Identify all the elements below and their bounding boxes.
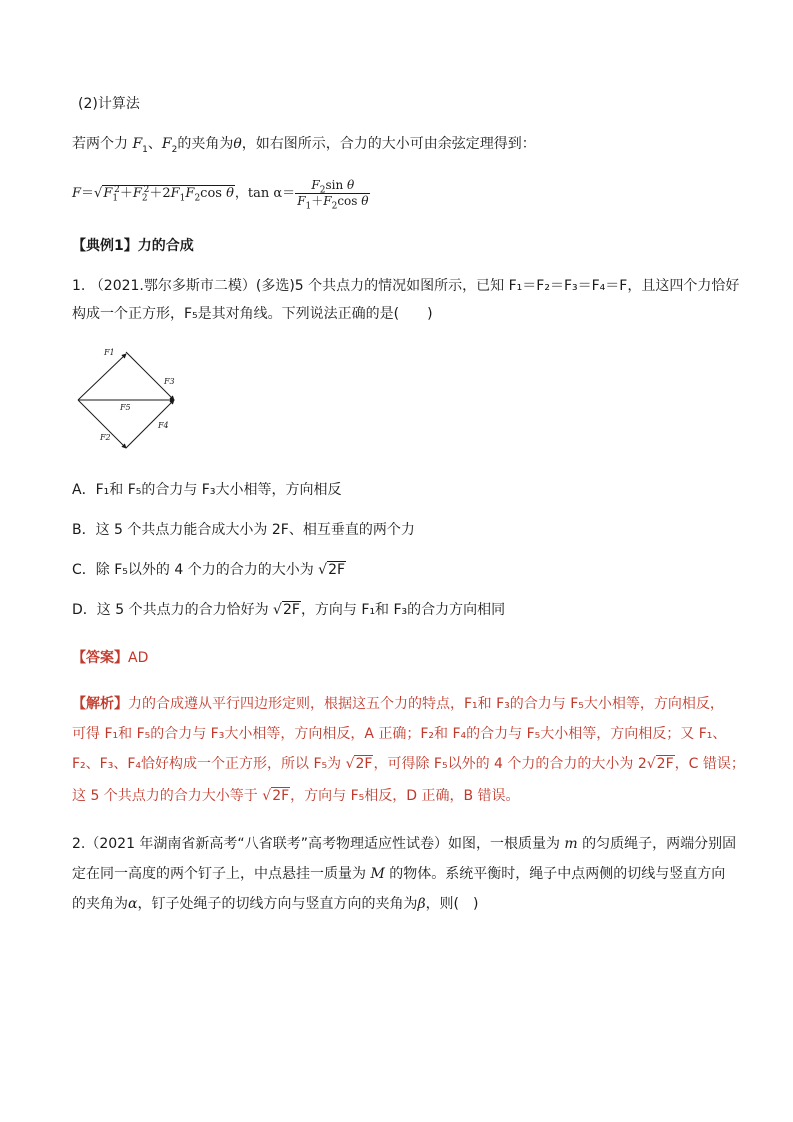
analysis-line3: F₂、F₃、F₄恰好构成一个正方形，所以 F₅为 √2F，可得除 F₅以外的 4 个力的合力的大小为 2√2F，C 错误； [72, 756, 745, 772]
label-f1: F1 [104, 348, 115, 357]
force-square-diagram [70, 340, 186, 458]
label-f3: F3 [164, 377, 175, 386]
force-arrow-f3 [126, 352, 174, 400]
label-f4: F4 [158, 421, 169, 430]
option-d: D．这 5 个共点力的合力恰好为 √2F，方向与 F₁和 F₃的合力方向相同 [72, 602, 506, 618]
q1-stem-line1: 1. （2021.鄂尔多斯市二模）(多选)5 个共点力的情况如图所示，已知 F₁＝F₂＝F₃＝F₄＝F，且这四个力恰好 [72, 278, 740, 294]
example-title: 【典例1】力的合成 [72, 238, 194, 254]
q2-line3: 的夹角为α，钉子处绳子的切线方向与竖直方向的夹角为β，则( ) [72, 896, 479, 912]
analysis-line1: 【解析】力的合成遵从平行四边形定则，根据这五个力的特点，F₁和 F₃的合力与 F₅大小相等，方向相反， [72, 696, 724, 712]
label-f2: F2 [100, 433, 111, 442]
intro-line: 若两个力 $F_1$、$F_2$的夹角为θ，如右图所示，合力的大小可由余弦定理得到： [72, 136, 536, 155]
force-arrow-f1 [78, 354, 126, 400]
section-heading: (2)计算法 [78, 96, 140, 112]
option-b: B．这 5 个共点力能合成大小为 2F、相互垂直的两个力 [72, 522, 415, 538]
option-a: A．F₁和 F₅的合力与 F₃大小相等，方向相反 [72, 482, 342, 498]
analysis-line4: 这 5 个共点力的合力大小等于 √2F，方向与 F₅相反，D 正确，B 错误。 [72, 788, 520, 804]
q2-line2: 定在同一高度的两个钉子上，中点悬挂一质量为 M 的物体。系统平衡时，绳子中点两侧的切线与竖直方向 [72, 866, 726, 882]
resultant-formula: $F=√F_1^2+F_2^2+2F_1F_2\cos$ θ，tan α＝ $\frac{F_2\sin \theta}{F_1+F_2\cos \theta}$ [72, 178, 369, 212]
answer: 【答案】AD [72, 650, 149, 666]
q1-stem-line2: 构成一个正方形，F₅是其对角线。下列说法正确的是( ) [72, 306, 433, 322]
tan-fraction: $\frac{F_2\sin \theta}{F_1+F_2\cos \theta}$ [297, 178, 369, 212]
label-f5: F5 [120, 403, 131, 412]
q2-line1: 2.（2021 年湖南省新高考“八省联考”高考物理适应性试卷）如图，一根质量为 m 的匀质绳子，两端分别固 [72, 836, 737, 852]
analysis-line2: 可得 F₁和 F₅的合力与 F₃大小相等，方向相反，A 正确；F₂和 F₄的合力与 F₅大小相等，方向相反；又 F₁、 [72, 726, 727, 742]
option-c: C．除 F₅以外的 4 个力的合力的大小为 √2F [72, 562, 346, 578]
